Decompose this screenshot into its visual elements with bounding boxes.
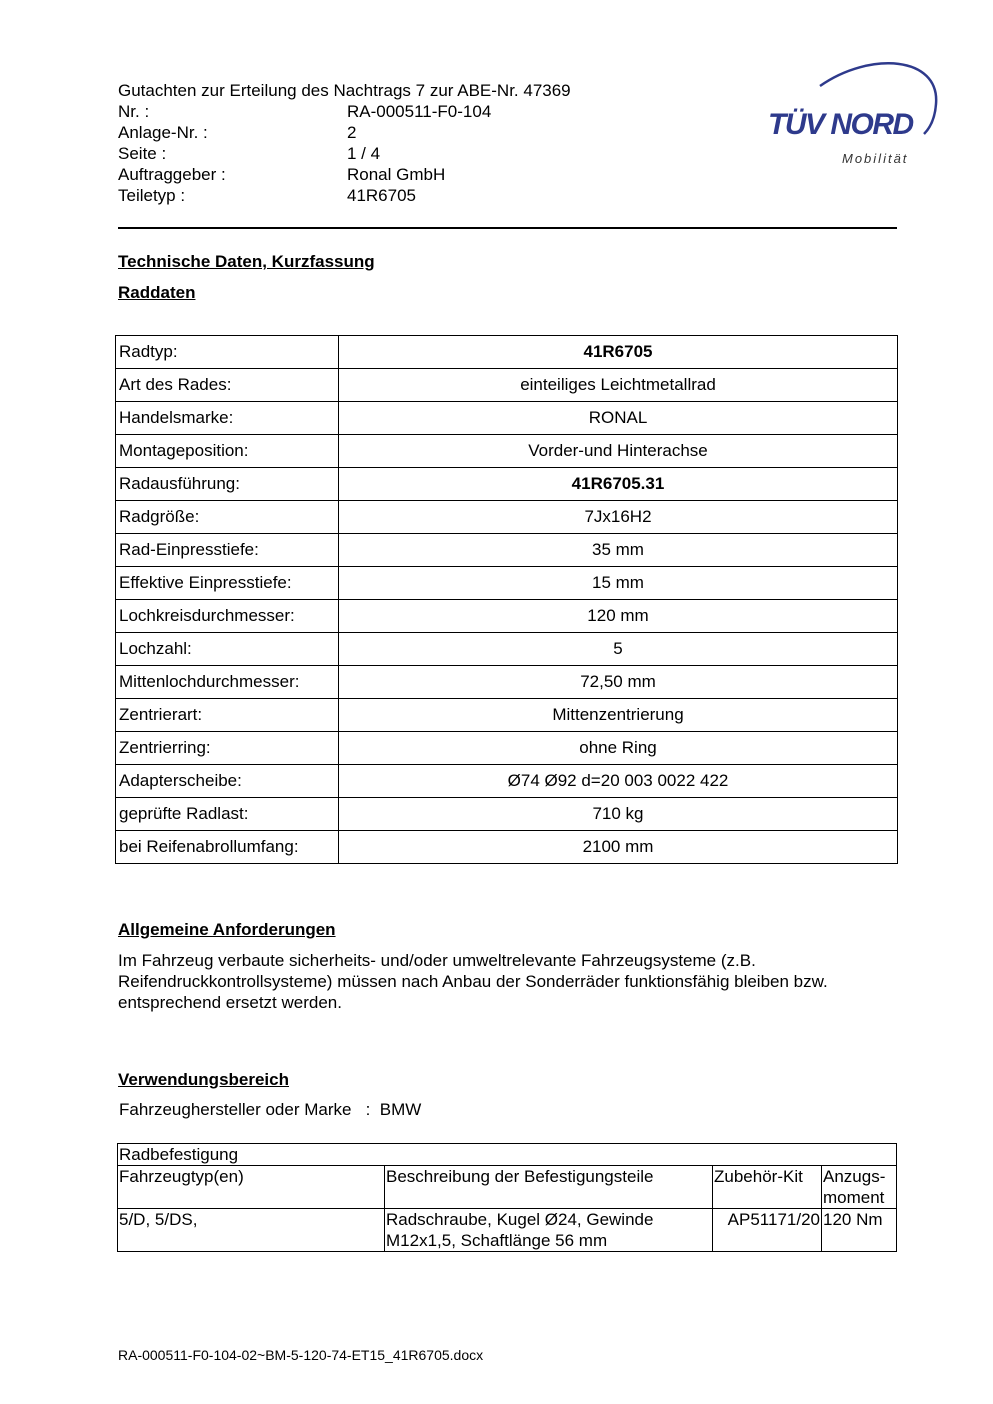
raddaten-value: 41R6705 — [339, 336, 898, 369]
section-heading-allgemein: Allgemeine Anforderungen — [118, 920, 336, 939]
table-row — [116, 600, 898, 633]
column-header: Beschreibung der Befestigungsteile — [385, 1166, 713, 1209]
document-header — [118, 80, 718, 206]
column-header: Fahrzeugtyp(en) — [118, 1166, 385, 1209]
raddaten-label: Zentrierart: — [116, 699, 339, 732]
table-row — [116, 633, 898, 666]
raddaten-label: Lochzahl: — [116, 633, 339, 666]
raddaten-value: 710 kg — [339, 798, 898, 831]
raddaten-value: 35 mm — [339, 534, 898, 567]
radbefestigung-table — [117, 1143, 897, 1252]
vehicle-maker-line: Fahrzeughersteller oder Marke : BMW — [119, 1100, 422, 1119]
tuev-nord-logo — [760, 56, 950, 176]
header-field: Anlage-Nr. : 2 — [118, 123, 357, 142]
raddaten-value: 72,50 mm — [339, 666, 898, 699]
raddaten-label: Handelsmarke: — [116, 402, 339, 435]
table-row — [116, 435, 898, 468]
table-row — [116, 369, 898, 402]
header-field: Nr. : RA-000511-F0-104 — [118, 102, 492, 121]
table-row — [116, 402, 898, 435]
table-row — [116, 699, 898, 732]
header-field: Auftraggeber : Ronal GmbH — [118, 165, 446, 184]
raddaten-label: Radgröße: — [116, 501, 339, 534]
raddaten-value: ohne Ring — [339, 732, 898, 765]
raddaten-value: 7Jx16H2 — [339, 501, 898, 534]
raddaten-value: 5 — [339, 633, 898, 666]
table-cell: Radschraube, Kugel Ø24, Gewinde M12x1,5, Schaftlänge 56 mm — [385, 1209, 713, 1252]
raddaten-label: Montageposition: — [116, 435, 339, 468]
raddaten-label: Rad-Einpresstiefe: — [116, 534, 339, 567]
logo-brand: TÜV NORD — [768, 108, 913, 141]
raddaten-value: 120 mm — [339, 600, 898, 633]
table-header-row — [118, 1166, 897, 1209]
section-heading-verwendung: Verwendungsbereich — [118, 1070, 289, 1089]
table-row — [116, 336, 898, 369]
table-cell: AP51171/20 — [713, 1209, 822, 1252]
raddaten-label: Art des Rades: — [116, 369, 339, 402]
table-cell: 120 Nm — [822, 1209, 897, 1252]
table-row — [116, 468, 898, 501]
table-row — [116, 501, 898, 534]
raddaten-label: Lochkreisdurchmesser: — [116, 600, 339, 633]
table-row — [116, 798, 898, 831]
raddaten-label: geprüfte Radlast: — [116, 798, 339, 831]
raddaten-value: Ø74 Ø92 d=20 003 0022 422 — [339, 765, 898, 798]
table-row — [116, 732, 898, 765]
raddaten-value: Mittenzentrierung — [339, 699, 898, 732]
column-header: Zubehör-Kit — [713, 1166, 822, 1209]
raddaten-label: Radausführung: — [116, 468, 339, 501]
raddaten-table — [115, 335, 898, 864]
section-heading-raddaten: Raddaten — [118, 283, 196, 302]
raddaten-value: Vorder-und Hinterachse — [339, 435, 898, 468]
raddaten-label: Effektive Einpresstiefe: — [116, 567, 339, 600]
raddaten-value: RONAL — [339, 402, 898, 435]
raddaten-label: Mittenlochdurchmesser: — [116, 666, 339, 699]
section-heading-tech: Technische Daten, Kurzfassung — [118, 252, 375, 271]
table-row — [116, 567, 898, 600]
table-row — [116, 666, 898, 699]
header-field: Seite : 1 / 4 — [118, 144, 381, 163]
logo-subtitle: Mobilität — [842, 151, 909, 166]
raddaten-label: Zentrierring: — [116, 732, 339, 765]
allgemein-paragraph: Im Fahrzeug verbaute sicherheits- und/oder umweltrelevante Fahrzeugsysteme (z.B. Reifendruckkontrollsysteme) müssen nach Anbau der Sonderräder funktionsfähig bleiben bzw. entsprechend ersetzt werden. — [118, 951, 828, 1012]
raddaten-value: einteiliges Leichtmetallrad — [339, 369, 898, 402]
raddaten-value: 41R6705.31 — [339, 468, 898, 501]
table-row — [116, 534, 898, 567]
raddaten-label: Adapterscheibe: — [116, 765, 339, 798]
raddaten-value: 15 mm — [339, 567, 898, 600]
header-field: Teiletyp : 41R6705 — [118, 186, 417, 205]
radbefestigung-title: Radbefestigung — [118, 1144, 897, 1166]
document-title: Gutachten zur Erteilung des Nachtrags 7 zur ABE-Nr. 47369 — [118, 81, 571, 100]
table-row — [116, 831, 898, 864]
footer-filename: RA-000511-F0-104-02~BM-5-120-74-ET15_41R6705.docx — [118, 1347, 484, 1363]
raddaten-label: Radtyp: — [116, 336, 339, 369]
raddaten-value: 2100 mm — [339, 831, 898, 864]
table-row — [118, 1209, 897, 1252]
raddaten-label: bei Reifenabrollumfang: — [116, 831, 339, 864]
table-cell: 5/D, 5/DS, — [118, 1209, 385, 1252]
column-header: Anzugs-moment — [822, 1166, 897, 1209]
header-divider — [118, 227, 897, 229]
table-row — [116, 765, 898, 798]
